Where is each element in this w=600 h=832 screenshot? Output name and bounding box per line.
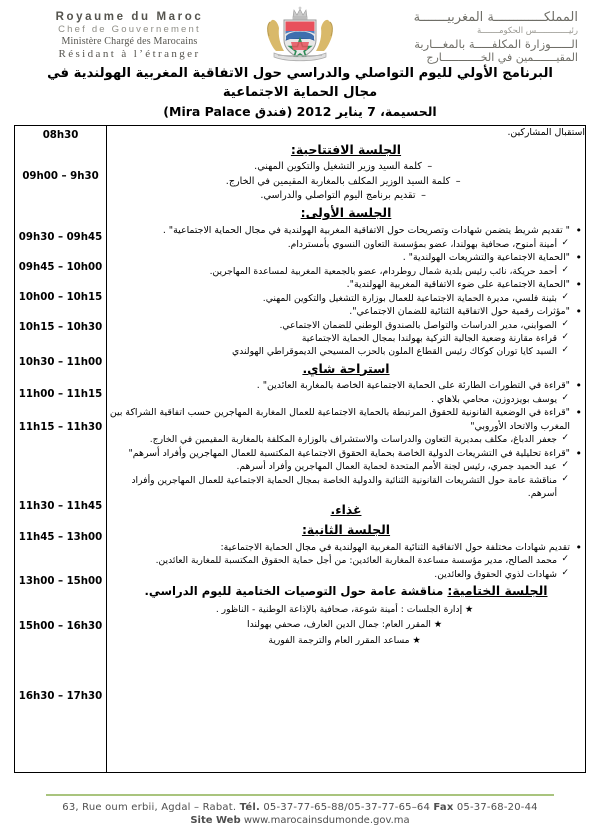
table-row — [15, 126, 586, 773]
footer-divider — [46, 794, 554, 796]
footer-tel-value: 05-37-77-65-88/05-37-77-65–64 — [263, 802, 431, 813]
list-item: ✓ جعفر الدباغ، مكلف بمديرية التعاون والدراسات والاستشراف بالوزارة المكلفة بالمغاربة المقيمين في الخارج. — [107, 433, 585, 446]
footer-contact-line — [0, 802, 600, 813]
opening-item — [107, 175, 585, 189]
time-slot: 09h45 – 10h00 — [18, 262, 103, 274]
program-table-wrapper — [0, 123, 600, 773]
list-item — [107, 617, 585, 633]
closing-item-text: إدارة الجلسات : أمينة شوعة، صحافية بالإذاعة الوطنية - الناظور . — [215, 603, 463, 615]
time-slot: 15h00 – 16h30 — [18, 621, 103, 633]
list-item — [107, 602, 585, 618]
footer-fax-label: Fax — [433, 802, 454, 813]
opening-item-text: كلمة السيد وزير التشغيل والتكوين المهني. — [254, 161, 422, 173]
header-residing-fr: Résidant à l’étranger — [58, 48, 201, 60]
list-item: • "قراءة في الوضعية القانونية للحقوق المرتبطة بالحماية الاجتماعية للعمال المغاربة المهاجرين حسب اتفاقية الشراكة بين المغرب والاتحاد الأوروبي" — [107, 406, 585, 433]
time-slot: 10h30 – 11h00 — [18, 357, 103, 369]
header-kingdom-ar: المملكـــــــــــــة المغربيـــــــة — [413, 10, 578, 25]
time-slot: 11h30 – 11h45 — [18, 501, 103, 513]
list-item: • "قراءة في التطورات الطارئة على الحماية الاجتماعية الخاصة بالمغاربة العائدين" . — [107, 379, 585, 393]
document-header — [0, 0, 600, 65]
first-session-heading: الجلسة الأولى: — [300, 205, 392, 221]
header-french-block — [22, 6, 237, 60]
list-item: ✓ مناقشة عامة حول التشريعات القانونية الثنائية والدولية الخاصة بمجال الحماية الاجتماعية للعمال المهاجرين وأفراد أسرهم. — [107, 474, 585, 501]
header-arabic-block — [363, 6, 578, 65]
closing-session-heading — [107, 582, 585, 601]
time-list — [15, 126, 106, 772]
page-subtitle: الحسيمة، 7 يناير 2012 (فندق Mira Palace) — [163, 104, 437, 120]
closing-session-heading-underlined: الجلسة الختامية: — [447, 582, 548, 598]
closing-item-text: مساعد المقرر العام والترجمة الفورية — [268, 634, 410, 646]
second-block-speakers — [107, 433, 585, 446]
program-time-cell — [15, 126, 107, 773]
footer-fax-value: 05-37-68-20-44 — [456, 802, 538, 813]
first-session-speakers — [107, 292, 585, 305]
time-slot: 10h00 – 10h15 — [18, 292, 103, 304]
time-slot: 11h45 – 13h00 — [18, 532, 103, 544]
header-kingdom-fr: Royaume du Maroc — [55, 11, 204, 23]
first-session-list — [107, 278, 585, 292]
time-slot: 10h15 – 10h30 — [18, 322, 103, 334]
second-session-heading: الجلسة الثانية: — [301, 522, 391, 538]
list-item: ✓ عبد الحميد جمري، رئيس لجنة الأمم المتحدة لحماية العمال المهاجرين وأفراد أسرهم. — [107, 460, 585, 473]
list-item: • "مؤثرات رقمية حول الاتفاقية الثنائية للضمان الاجتماعي". — [107, 305, 585, 319]
time-slot: 08h30 — [42, 130, 79, 142]
closing-item-text: المقرر العام: جمال الدين العارف، صحفي بهولندا — [247, 619, 431, 631]
closing-session-heading-rest: مناقشة عامة حول التوصيات الختامية لليوم الدراسي. — [144, 583, 448, 598]
list-item: ✓ الصوابني، مدير الدراسات والتواصل بالصندوق الوطني للضمان الاجتماعي. — [107, 319, 585, 332]
list-item: • "الحماية الاجتماعية على ضوء الاتفاقية المغربية الهولندية". — [107, 278, 585, 292]
second-block-speakers — [107, 460, 585, 500]
footer-site-value[interactable]: www.marocainsdumonde.gov.ma — [243, 815, 410, 826]
header-chief-gov-fr: Chef de Gouvernement — [58, 24, 201, 35]
page-title-block — [0, 62, 600, 123]
list-item — [107, 633, 585, 649]
time-slot: 11h15 – 11h30 — [18, 422, 103, 434]
footer-site-label: Site Web — [190, 815, 241, 826]
first-session-list — [107, 251, 585, 265]
first-session-speakers — [107, 238, 585, 251]
header-ministry-ar: الــــــوزارة المكلفـــــة بالمغـــاربة — [414, 36, 578, 51]
second-block-list — [107, 406, 585, 433]
lunch-heading: غذاء. — [330, 502, 362, 518]
first-session-list — [107, 305, 585, 319]
list-item: ✓ محمد الصالح، مدير مؤسسة مساعدة المغاربة العائدين: من أجل حماية الحقوق المكتسبة للمغاربة العائدين. — [107, 554, 585, 567]
morocco-coat-of-arms-icon — [264, 6, 336, 64]
document-footer — [0, 794, 600, 826]
second-block-list — [107, 379, 585, 393]
list-item: ✓ قراءة مقارنة وضعية الجالية التركية بهولندا بمجال الحماية الاجتماعية — [107, 332, 585, 345]
dash-marker: – — [455, 175, 461, 187]
footer-web-line — [0, 815, 600, 826]
dash-marker: – — [427, 161, 433, 173]
reception-line: استقبال المشاركين. — [507, 127, 585, 139]
opening-item-text: كلمة السيد الوزير المكلف بالمغاربة المقيمين في الخارج. — [225, 175, 451, 187]
second-block-list — [107, 447, 585, 461]
list-item: • تقديم شهادات مختلفة حول الاتفاقية الثنائية المغربية الهولندية في مجال الحماية الاجتماعية: — [107, 541, 585, 555]
star-marker: ★ — [465, 603, 474, 615]
footer-address: 63, Rue oum erbii, Agdal – Rabat. — [62, 802, 237, 813]
time-slot: 09h30 – 09h45 — [18, 232, 103, 244]
star-marker: ★ — [433, 619, 443, 631]
time-slot: 09h00 – 9h30 — [22, 171, 99, 183]
tea-break-heading: استراحة شاي. — [302, 360, 390, 376]
opening-item — [107, 189, 585, 203]
closing-items-list — [107, 602, 585, 649]
program-content-cell — [107, 126, 586, 773]
header-ministry-fr: Ministère Chargé des Marocains — [61, 36, 198, 47]
star-marker: ★ — [412, 634, 421, 646]
program-content — [107, 126, 585, 648]
list-item: ✓ أحمد حريكة، نائب رئيس بلدية شمال روطردام، عضو بالجمعية المغربية لمساعدة المهاجرين. — [107, 265, 585, 278]
page-title: البرنامج الأولي لليوم التواصلي والدراسي حول الاتفاقية المغربية الهولندية في مجال الحماية الاجتماعية — [47, 66, 553, 101]
program-table — [14, 125, 586, 773]
opening-session-heading: الجلسة الافتتاحية: — [290, 141, 402, 157]
first-session-speakers — [107, 265, 585, 278]
first-session-list — [107, 224, 585, 238]
opening-item-text: تقديم برنامج اليوم التواصلي والدراسي. — [260, 190, 416, 202]
list-item: ✓ شهادات لذوي الحقوق والعائدين. — [107, 568, 585, 581]
list-item: • " تقديم شريط يتضمن شهادات وتصريحات حول الاتفاقية المغربية الهولندية في مجال الحماية الاجتماعية" . — [107, 224, 585, 238]
second-session-speakers — [107, 554, 585, 581]
list-item: ✓ السيد كايا توران كوكاك رئيس القطاع الملون بالحزب المسيحي الديموقراطي الهولندي — [107, 345, 585, 358]
time-slot: 13h00 – 15h00 — [18, 576, 103, 588]
header-residing-ar: المقيـــــــمين في الخــــــــــــارج — [426, 51, 578, 65]
first-session-speakers — [107, 319, 585, 359]
dash-marker: – — [421, 190, 426, 202]
header-chief-gov-ar: رئيـــــــــــــس الحكومـــــــة — [476, 26, 578, 37]
time-slot: 16h30 – 17h30 — [18, 691, 103, 703]
list-item: • "قراءة تحليلية في التشريعات الدولية الخاصة بحماية الحقوق الاجتماعية المكتسبة للعمال المهاجرين وأفراد أسرهم" — [107, 447, 585, 461]
list-item: ✓ يوسف بويزدوزن، محامي بلاهاي . — [107, 393, 585, 406]
list-item: ✓ بثينة فلسي، مديرة الحماية الاجتماعية للعمال بوزارة التشغيل والتكوين المهني. — [107, 292, 585, 305]
list-item: ✓ أمينة أمنوح، صحافية بهولندا، عضو بمؤسسة التعاون النسوي بأمستردام. — [107, 238, 585, 251]
second-session-list — [107, 541, 585, 555]
list-item: • "الحماية الاجتماعية والتشريعات الهولندية" . — [107, 251, 585, 265]
opening-item — [107, 160, 585, 174]
time-slot: 11h00 – 11h15 — [18, 389, 103, 401]
second-block-speakers — [107, 393, 585, 406]
footer-tel-label: Tél. — [239, 802, 260, 813]
